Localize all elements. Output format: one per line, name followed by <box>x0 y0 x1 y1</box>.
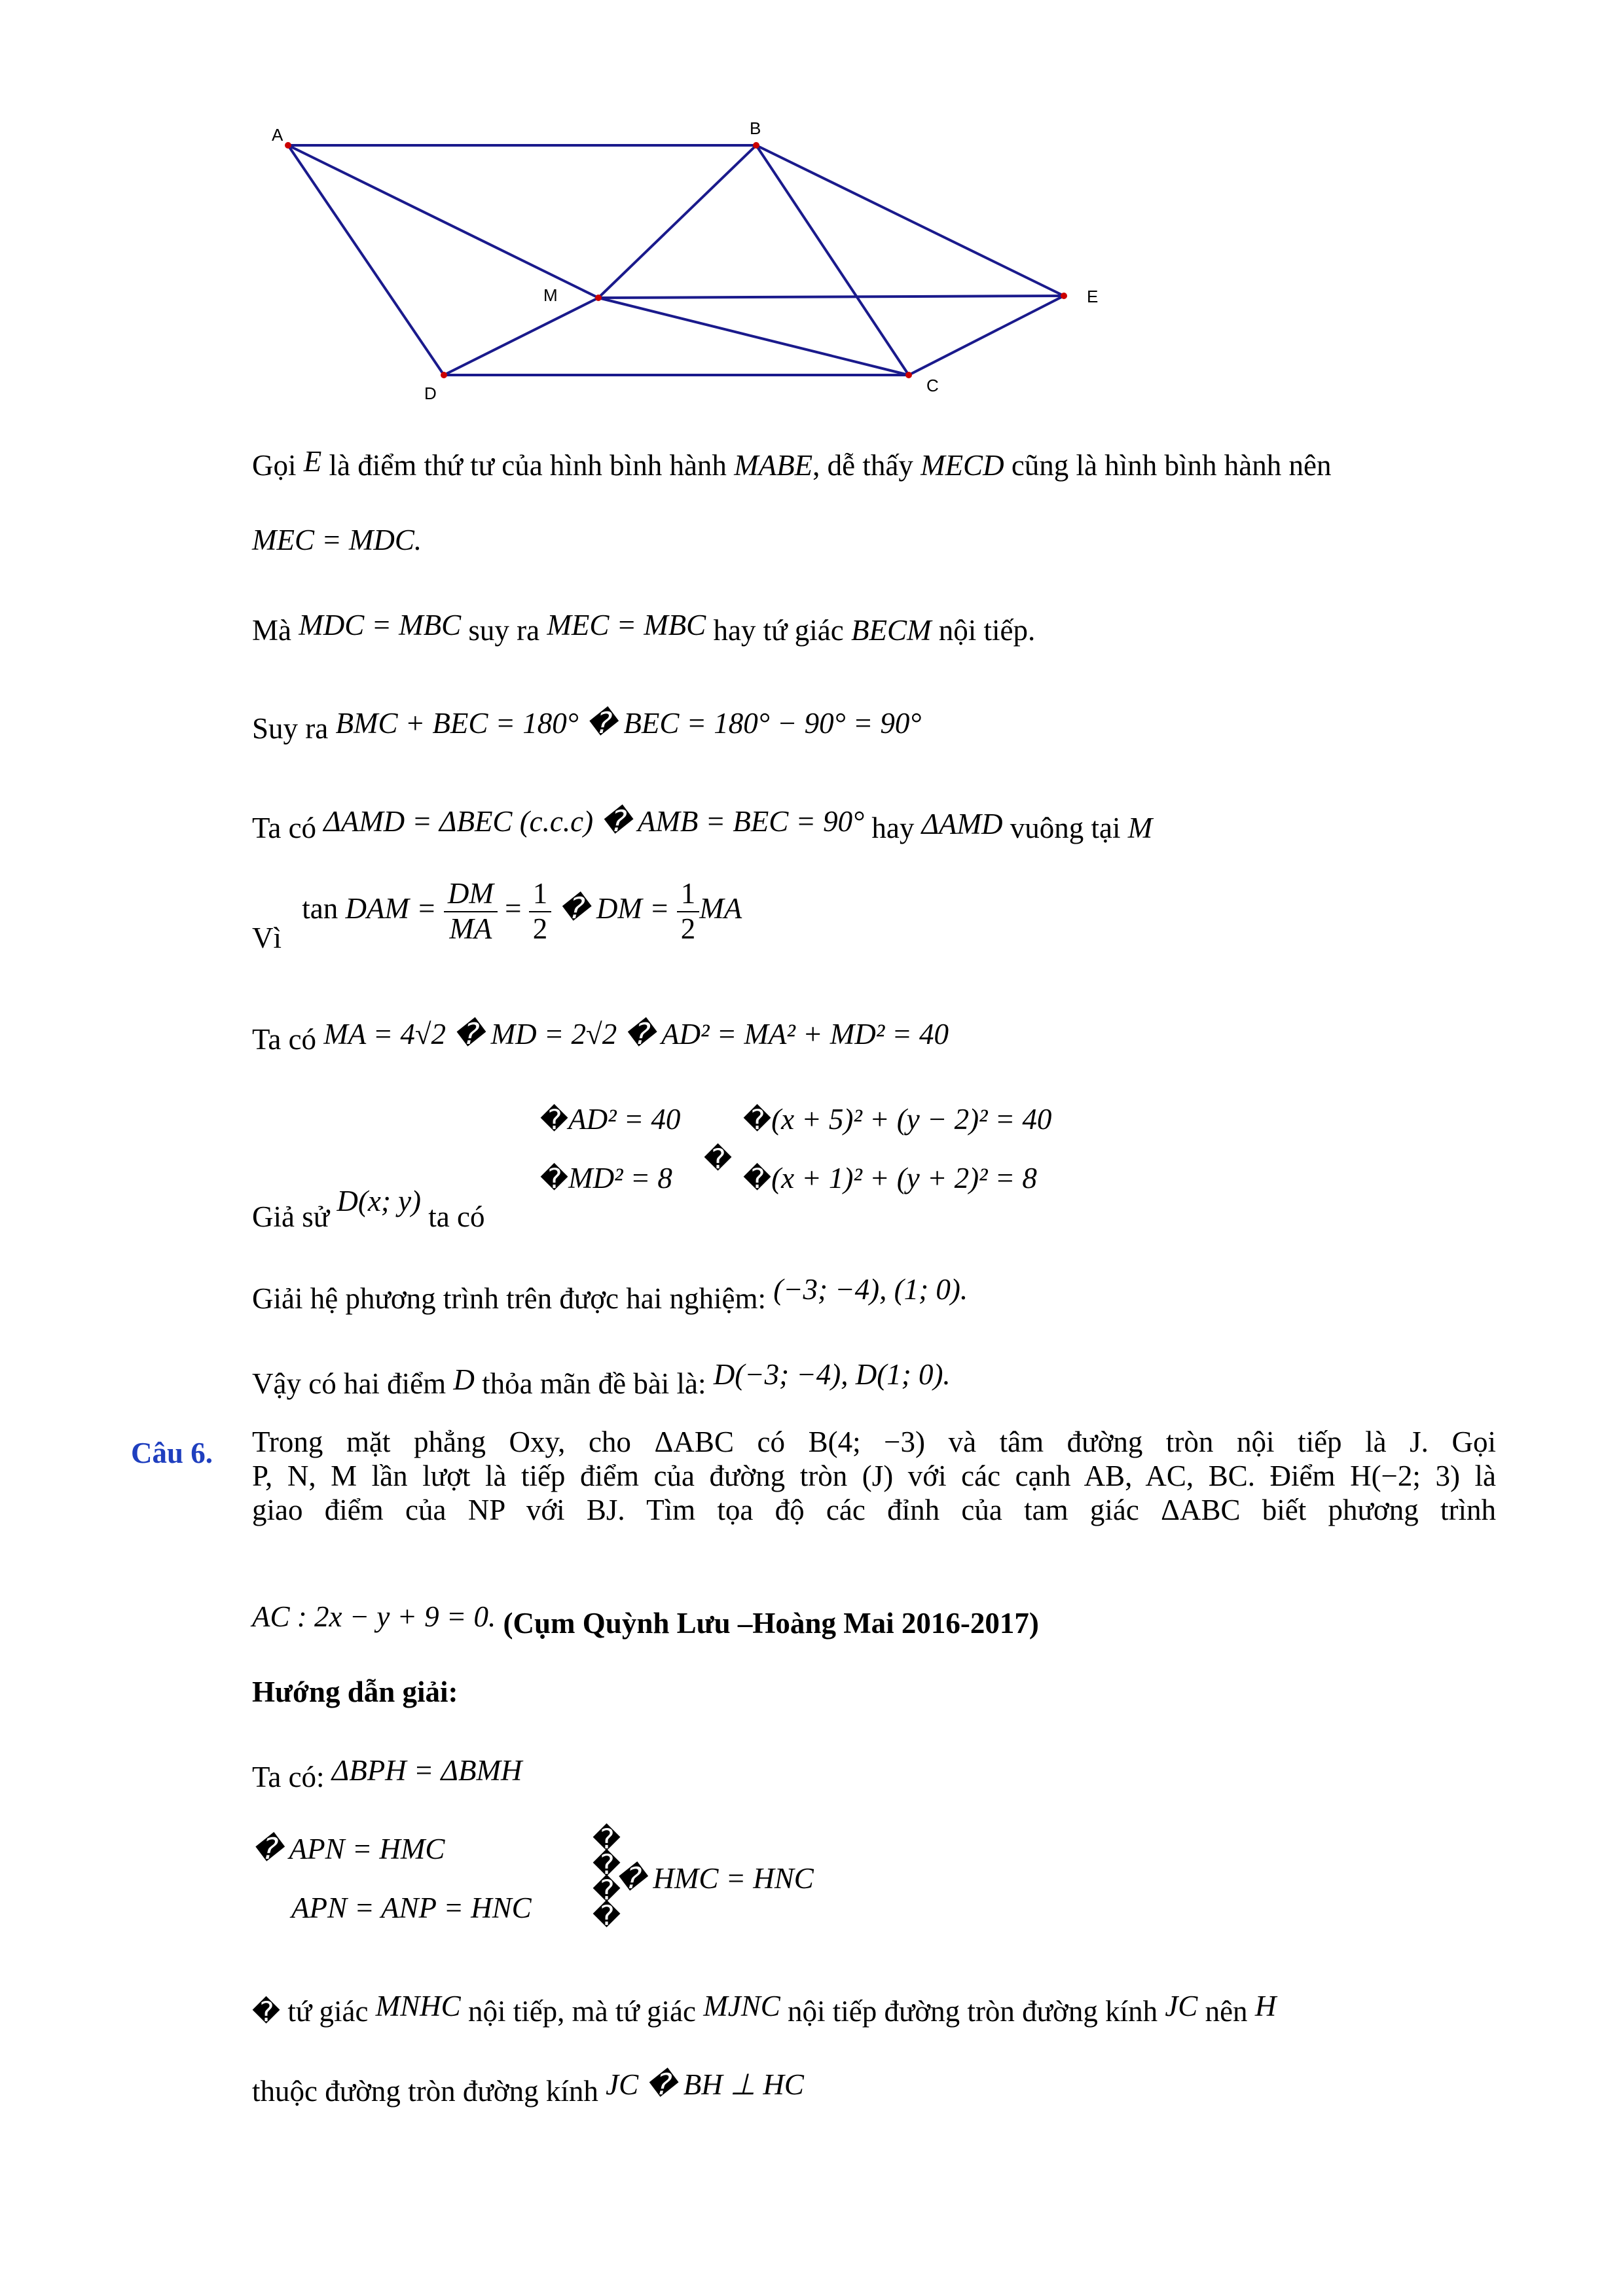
math-eq: MDC = MBC <box>299 609 462 641</box>
text: Vì <box>252 922 282 955</box>
question-label <box>131 1437 213 1471</box>
system-left-1 <box>540 1103 680 1137</box>
brace-glyph: � <box>540 1103 569 1136</box>
math: APN = ANP = HNC <box>291 1892 532 1924</box>
math-eq: ΔAMD = ΔBEC (c.c.c) � AMB = BEC = 90° <box>323 805 865 838</box>
question-line-3: giao điểm của NP với BJ. Tìm tọa độ các đỉnh của tam giác ΔABC biết phương trình <box>252 1493 1496 1526</box>
math: D <box>453 1363 475 1396</box>
label-c: C <box>926 376 939 395</box>
text: tan <box>302 892 338 925</box>
math-eq: MA = 4√2 � MD = 2√2 � AD² = MA² + MD² = 40 <box>323 1018 949 1050</box>
denominator: MA <box>449 912 492 945</box>
math: MJNC <box>703 1990 780 2022</box>
math: MD² = 8 <box>568 1162 672 1194</box>
sol6-line3 <box>252 1990 1276 2029</box>
math: DAM = <box>345 892 437 925</box>
implies-glyph: � <box>252 1996 281 2028</box>
numerator: 1 <box>677 877 700 912</box>
segment-bm <box>598 145 756 298</box>
math: H <box>1254 1990 1277 2022</box>
system-right-1 <box>743 1103 1051 1137</box>
text: nội tiếp đường tròn đường kính <box>787 1995 1158 2028</box>
segment-am <box>288 145 598 298</box>
math-becm: BECM <box>851 614 932 647</box>
segment-md <box>444 298 598 375</box>
text: vuông tại <box>1010 812 1121 844</box>
source: (Cụm Quỳnh Lưu –Hoàng Mai 2016-2017) <box>503 1607 1039 1640</box>
sol6-line2a <box>252 1833 445 1867</box>
point-d <box>441 372 447 378</box>
text: thỏa mãn đề bài là: <box>482 1367 706 1400</box>
text: Gọi <box>252 449 297 482</box>
point-m <box>595 295 602 301</box>
segment-ce <box>909 296 1064 375</box>
math: � APN = HMC <box>252 1833 445 1865</box>
denominator: 2 <box>680 912 696 945</box>
text: Ta có: <box>252 1761 325 1793</box>
math: MNHC <box>375 1990 461 2022</box>
segment-bc <box>756 145 909 375</box>
sol5-line2 <box>252 524 422 558</box>
math-e: E <box>303 445 322 478</box>
segment-ad <box>288 145 444 375</box>
math: JC � BH ⊥ HC <box>606 2068 804 2101</box>
text: , dễ thấy <box>812 449 913 482</box>
label-e: E <box>1087 287 1099 306</box>
sol6-line1 <box>252 1754 522 1795</box>
math: (−3; −4), (1; 0). <box>773 1273 968 1306</box>
math-mabe: MABE <box>734 449 813 482</box>
point-e <box>1061 293 1067 299</box>
segment-mc <box>598 298 909 375</box>
math-eq: BMC + BEC = 180° � BEC = 180° − 90° = 90° <box>335 707 922 740</box>
sol5-line7 <box>252 1018 949 1057</box>
question-line-4 <box>252 1600 1039 1641</box>
sol6-line4 <box>252 2068 804 2109</box>
text: Suy ra <box>252 712 329 745</box>
math: (x + 5)² + (y − 2)² = 40 <box>771 1103 1052 1136</box>
text: Câu 6. <box>131 1437 213 1469</box>
sol6-line2c <box>615 1862 814 1896</box>
math: AC : 2x − y + 9 = 0. <box>252 1600 496 1633</box>
text: Hướng dẫn giải: <box>252 1676 458 1708</box>
segment-me <box>598 296 1064 298</box>
math: (x + 1)² + (y + 2)² = 8 <box>771 1162 1037 1194</box>
sol5-line10 <box>252 1358 951 1401</box>
math: JC <box>1165 1990 1198 2022</box>
point-c <box>905 372 912 378</box>
text: Giả sử <box>252 1200 330 1233</box>
brace-glyph: � <box>593 1874 621 1906</box>
text: cũng là hình bình hành nên <box>1011 449 1332 482</box>
label-b: B <box>750 118 761 138</box>
math: ΔBPH = ΔBMH <box>331 1754 522 1787</box>
math-d: D(x; y) <box>337 1185 422 1217</box>
math-tri: ΔAMD <box>921 808 1003 840</box>
arrow-glyph: � <box>704 1143 733 1175</box>
brace-glyph: � <box>593 1848 621 1880</box>
brace-glyph: � <box>743 1162 772 1194</box>
text: Mà <box>252 614 291 647</box>
label-d: D <box>424 384 437 403</box>
point-a <box>285 142 291 149</box>
numerator: DM <box>444 877 498 912</box>
brace-glyph: � <box>593 1823 621 1855</box>
brace-glyph: � <box>743 1103 772 1136</box>
label-m: M <box>543 285 558 305</box>
question-body <box>252 1426 1496 1527</box>
text: là điểm thứ tư của hình bình hành <box>329 449 727 482</box>
math: AD² = 40 <box>568 1103 681 1136</box>
sol5-line5 <box>252 805 1152 846</box>
system-right-2 <box>743 1162 1037 1196</box>
text: nên <box>1205 1995 1248 2028</box>
text: ta có <box>428 1200 485 1233</box>
system-left-2 <box>540 1162 672 1196</box>
fraction-dm-ma <box>444 877 498 946</box>
sol5-line4 <box>252 707 921 746</box>
text: suy ra <box>468 614 540 647</box>
text: Ta có <box>252 1023 317 1056</box>
math-m: M <box>1127 812 1153 844</box>
question-line-1: Trong mặt phẳng Oxy, cho ΔABC có B(4; −3) và tâm đường tròn nội tiếp là J. Gọi <box>252 1426 1496 1458</box>
text: thuộc đường tròn đường kính <box>252 2075 598 2108</box>
math-eq: MEC = MBC <box>547 609 706 641</box>
segment-be <box>756 145 1064 296</box>
text: hay <box>871 812 915 844</box>
text: Giải hệ phương trình trên được hai nghiệm: <box>252 1282 766 1315</box>
denominator: 2 <box>532 912 548 945</box>
point-b <box>753 142 759 149</box>
system-arrow <box>704 1142 732 1176</box>
text: Vậy có hai điểm <box>252 1367 447 1400</box>
text: nội tiếp. <box>938 614 1036 647</box>
math: � DM = <box>558 892 670 925</box>
numerator: 1 <box>529 877 552 912</box>
sol5-line9 <box>252 1273 968 1316</box>
brace-glyph: � <box>593 1899 621 1931</box>
text: hay tứ giác <box>713 614 844 647</box>
math: D(−3; −4), D(1; 0). <box>713 1358 951 1391</box>
text: tứ giác <box>287 1995 369 2028</box>
sol5-line3 <box>252 609 1035 648</box>
math-mecd: MECD <box>921 449 1004 482</box>
fraction-half-2 <box>677 877 700 946</box>
sol5-line6: Vì tan DAM = $\frac{DM}{MA}$ = $\frac{1}{2}$ � DM = $\frac{1}{2}$ MA <box>252 877 742 955</box>
text: nội tiếp, mà tứ giác <box>467 1995 696 2028</box>
math-eq: MEC = MDC. <box>252 524 422 556</box>
label-a: A <box>272 125 283 145</box>
sol5-line1 <box>252 445 1331 483</box>
text: Ta có <box>252 812 317 844</box>
question-line-2: P, N, M lần lượt là tiếp điểm của đường tròn (J) với các cạnh AB, AC, BC. Điểm H(−2; 3) là <box>252 1459 1496 1492</box>
fraction-half <box>529 877 552 946</box>
solution-heading <box>252 1676 458 1710</box>
sol6-line2b <box>291 1892 532 1926</box>
sol5-line8 <box>252 1185 484 1234</box>
math: MA <box>699 892 742 925</box>
math: � HMC = HNC <box>615 1862 814 1895</box>
brace-glyph: � <box>540 1162 569 1194</box>
